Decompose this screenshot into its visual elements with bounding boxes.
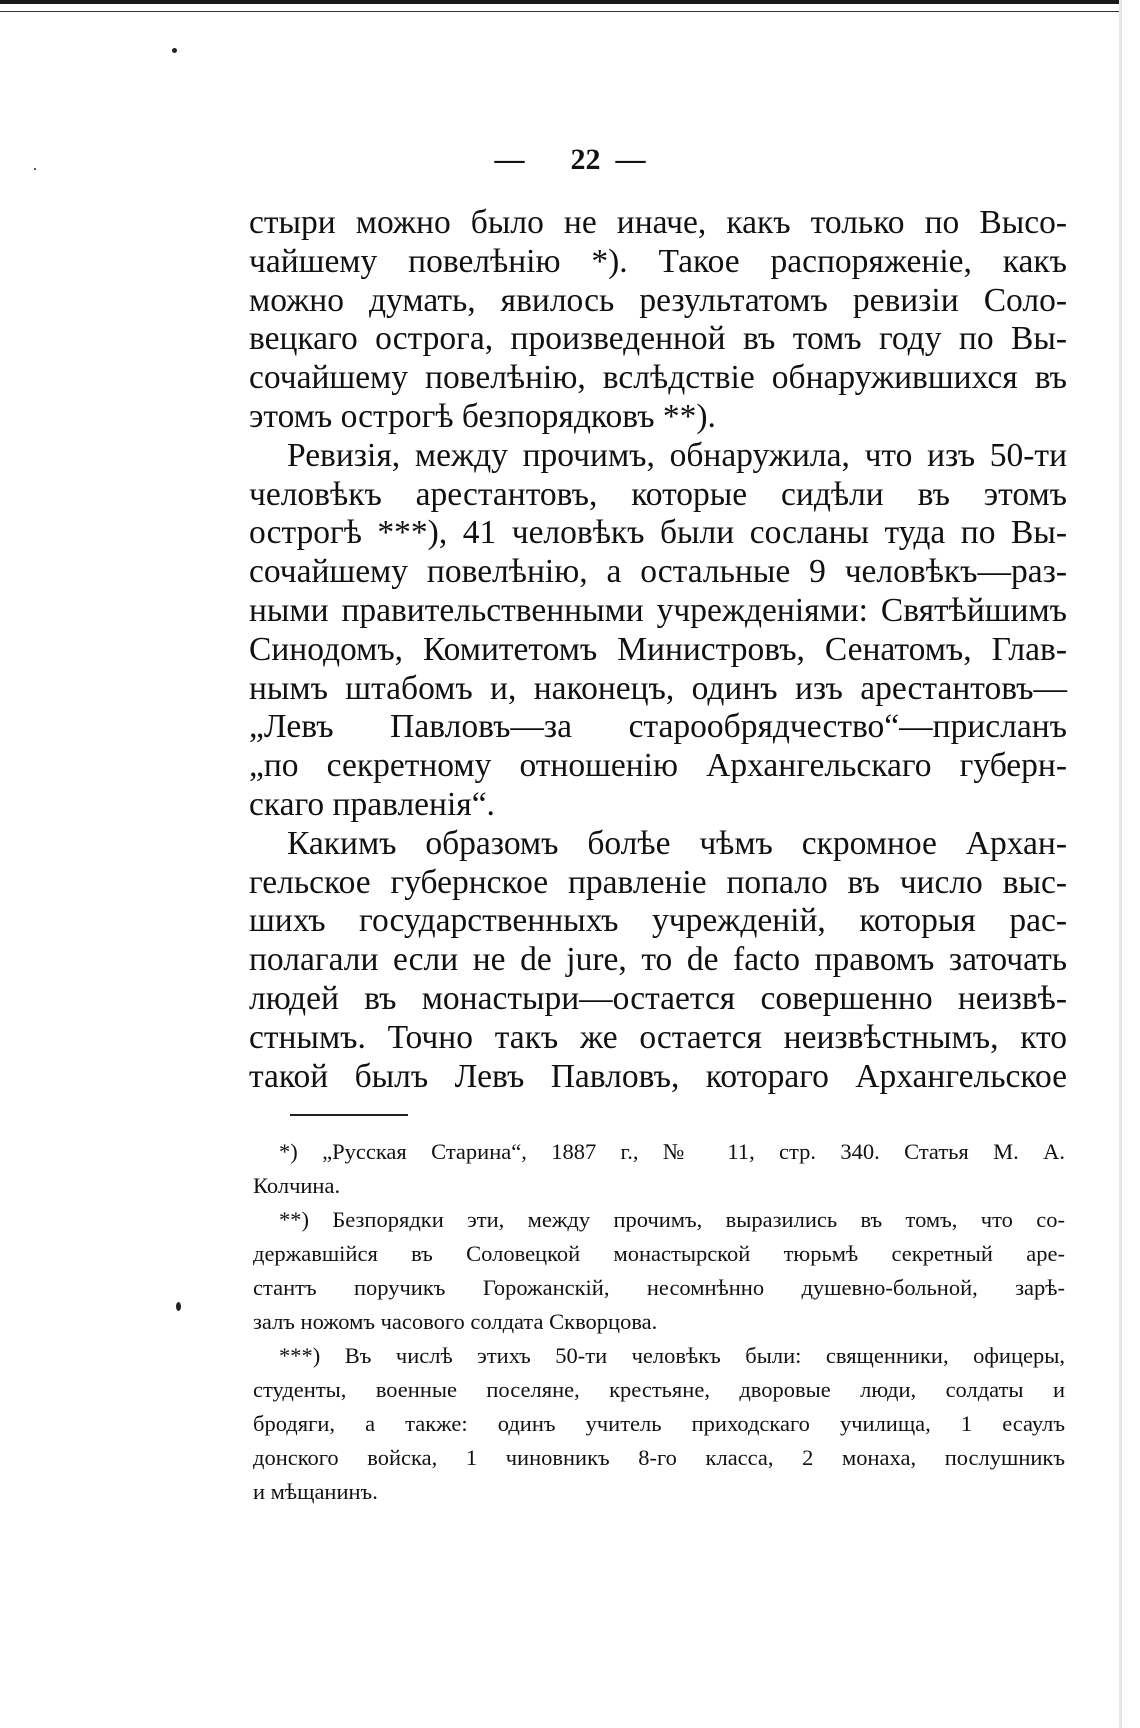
body-line: нымъ штабомъ и, наконецъ, одинъ изъ арестантовъ— <box>249 669 1067 707</box>
body-line: Ревизія, между прочимъ, обнаружила, что изъ 50-ти <box>287 436 1067 474</box>
body-line: Синодомъ, Комитетомъ Министровъ, Сенатомъ, Глав- <box>249 630 1067 668</box>
footnote-line: Колчина. <box>253 1173 341 1198</box>
body-line: скаго правленія“. <box>249 785 495 823</box>
body-line: сочайшему повелѣнію, а остальные 9 человѣкъ—раз- <box>249 553 1067 591</box>
body-line: гельское губернское правленіе попало въ число выс- <box>249 863 1067 901</box>
body-line: острогѣ ***), 41 человѣкъ были сосланы туда по Вы- <box>249 514 1067 552</box>
footnotes-block <box>253 1135 1065 1509</box>
main-text-block <box>249 204 1067 1096</box>
page-number-dash-left: — <box>494 143 525 176</box>
page-number-value: 22 <box>570 143 601 176</box>
body-line: вецкаго острога, произведенной въ томъ году по Вы- <box>249 320 1067 358</box>
scan-speck <box>176 1302 181 1311</box>
footnote-separator <box>290 1114 408 1116</box>
body-line: можно думать, явилось результатомъ ревизіи Соло- <box>249 281 1067 319</box>
body-line: „Левъ Павловъ—за старообрядчество“—присланъ <box>249 708 1067 746</box>
body-line: стнымъ. Точно такъ же остается неизвѣстнымъ, кто <box>249 1018 1067 1056</box>
body-line: Какимъ образомъ болѣе чѣмъ скромное Архан- <box>287 824 1067 862</box>
body-line: такой былъ Левъ Павловъ, котораго Архангельское <box>249 1057 1067 1095</box>
body-line: сочайшему повелѣнію, вслѣдствіе обнаружившихся въ <box>249 359 1067 397</box>
top-border-thin-rule <box>0 11 1120 12</box>
footnote-line: бродяги, а также: одинъ учитель приходскаго училища, 1 есаулъ <box>253 1411 1065 1436</box>
body-line: полагали если не de jure, то de facto правомъ заточать <box>249 941 1067 979</box>
body-line: стыри можно было не иначе, какъ только по Высо- <box>249 204 1067 241</box>
body-line: людей въ монастыри—остается совершенно неизвѣ- <box>249 979 1067 1017</box>
footnote-line: донского войска, 1 чиновникъ 8-го класса, 2 монаха, послушникъ <box>253 1445 1065 1470</box>
body-line: чайшему повелѣнію *). Такое распоряженіе, какъ <box>249 242 1067 280</box>
page-number-dash-right: — <box>615 143 646 176</box>
footnote-line: ***) Въ числѣ этихъ 50-ти человѣкъ были: священники, офицеры, <box>279 1343 1065 1368</box>
footnote-line: **) Безпорядки эти, между прочимъ, выразились въ томъ, что со- <box>279 1207 1065 1232</box>
body-line: „по секретному отношенію Архангельскаго губерн- <box>249 747 1067 785</box>
footnote-line: студенты, военные поселяне, крестьяне, дворовые люди, солдаты и <box>253 1377 1065 1402</box>
body-line: этомъ острогѣ безпорядковъ **). <box>249 397 716 435</box>
footnote-line: и мѣщанинъ. <box>253 1479 378 1504</box>
top-border-rule <box>0 0 1120 4</box>
page-number <box>0 143 1140 177</box>
body-line: человѣкъ арестантовъ, которые сидѣли въ этомъ <box>249 475 1067 513</box>
body-line: шихъ государственныхъ учрежденій, которыя рас- <box>249 902 1067 940</box>
footnote-line: державшійся въ Соловецкой монастырской тюрьмѣ секретный аре- <box>253 1241 1065 1266</box>
scan-speck <box>172 48 177 53</box>
footnote-line: стантъ поручикъ Горожанскій, несомнѣнно душевно-больной, зарѣ- <box>253 1275 1065 1300</box>
footnote-line: залъ ножомъ часового солдата Скворцова. <box>253 1309 658 1334</box>
page-edge-shadow <box>1119 0 1122 1728</box>
footnote-line: *) „Русская Старина“, 1887 г., № 11, стр. 340. Статья М. А. <box>279 1139 1065 1164</box>
body-line: ными правительственными учрежденіями: Святѣйшимъ <box>249 591 1067 629</box>
